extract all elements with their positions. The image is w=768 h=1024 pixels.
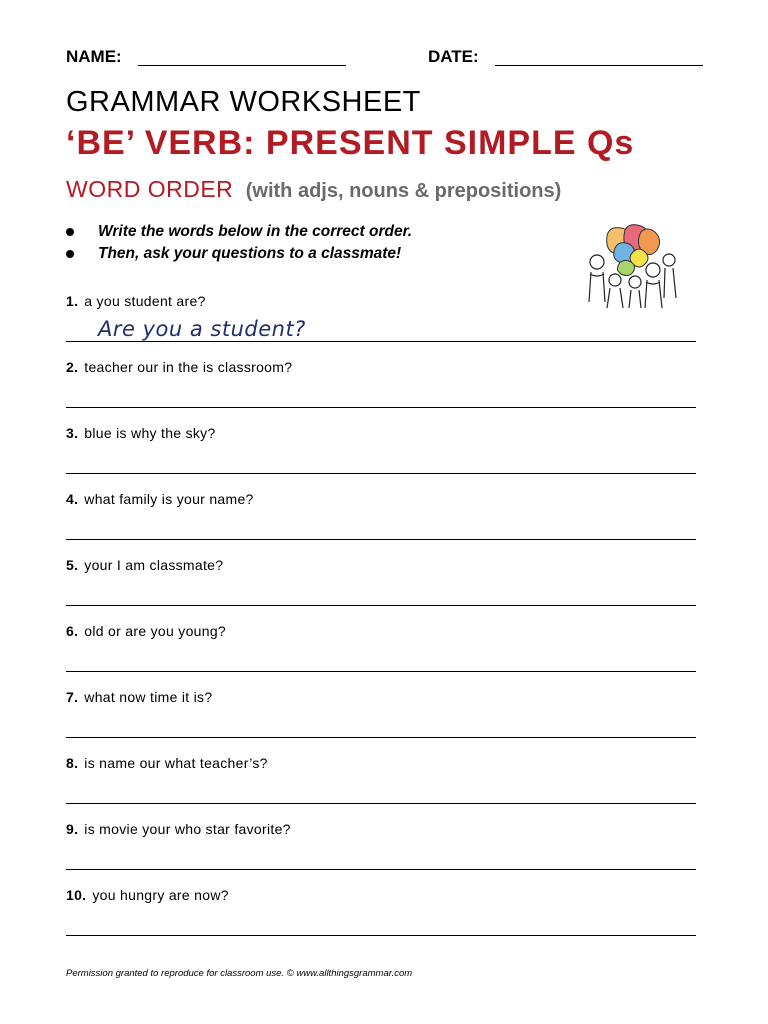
question-text: your I am classmate? [84,557,224,573]
question-text: blue is why the sky? [84,425,216,441]
question-text: is movie your who star favorite? [84,821,291,837]
question-number: 1. [66,293,79,309]
answer-line[interactable] [66,737,696,738]
word-order-subheading: (with adjs, nouns & prepositions) [245,180,562,202]
question-number: 4. [66,491,79,507]
instruction-text: Then, ask your questions to a classmate! [98,245,402,262]
question-number: 8. [66,755,79,771]
question-prompt [66,425,216,441]
question-item [66,755,696,821]
question-number: 9. [66,821,79,837]
question-text: what family is your name? [84,491,254,507]
question-item [66,293,696,359]
question-number: 5. [66,557,79,573]
copyright-footer: Permission granted to reproduce for classroom use. © www.allthingsgrammar.com [66,968,413,979]
instruction-item [66,221,412,243]
question-prompt [66,491,254,507]
question-text: you hungry are now? [92,887,229,903]
date-field[interactable] [495,49,703,66]
question-prompt [66,359,292,375]
question-prompt [66,755,268,771]
question-number: 3. [66,425,79,441]
question-item [66,425,696,491]
question-text: what now time it is? [84,689,213,705]
name-field[interactable] [138,49,346,66]
instruction-item [66,243,412,265]
question-number: 2. [66,359,79,375]
question-number: 7. [66,689,79,705]
answer-text: Are you a student? [98,317,306,341]
question-prompt [66,821,291,837]
answer-line[interactable] [66,671,696,672]
question-item [66,359,696,425]
word-order-heading: WORD ORDER [66,176,234,202]
instruction-text: Write the words below in the correct order. [98,223,413,240]
question-text: a you student are? [84,293,206,309]
question-prompt [66,557,223,573]
question-text: teacher our in the is classroom? [84,359,293,375]
answer-line[interactable] [66,407,696,408]
bullet-icon [66,250,74,258]
question-text: old or are you young? [84,623,227,639]
answer-line[interactable] [66,605,696,606]
answer-line[interactable] [66,539,696,540]
question-text: is name our what teacher’s? [84,755,268,771]
answer-line[interactable] [66,869,696,870]
question-item [66,821,696,887]
worksheet-topic: ‘BE’ VERB: PRESENT SIMPLE Qs [66,124,635,162]
answer-line[interactable] [66,803,696,804]
question-prompt [66,689,212,705]
answer-line[interactable] [66,341,696,342]
instructions-list [66,221,412,265]
question-prompt [66,293,206,309]
question-prompt [66,887,229,903]
worksheet-title: GRAMMAR WORKSHEET [66,86,421,118]
question-item [66,491,696,557]
bullet-icon [66,228,74,236]
question-item [66,689,696,755]
answer-line[interactable] [66,935,696,936]
question-item [66,557,696,623]
date-label: DATE: [428,47,479,66]
question-number: 6. [66,623,79,639]
name-label: NAME: [66,47,122,66]
question-item [66,887,696,953]
question-item [66,623,696,689]
answer-line[interactable] [66,473,696,474]
question-prompt [66,623,226,639]
worksheet-subtitle-row [66,176,561,203]
question-number: 10. [66,887,87,903]
